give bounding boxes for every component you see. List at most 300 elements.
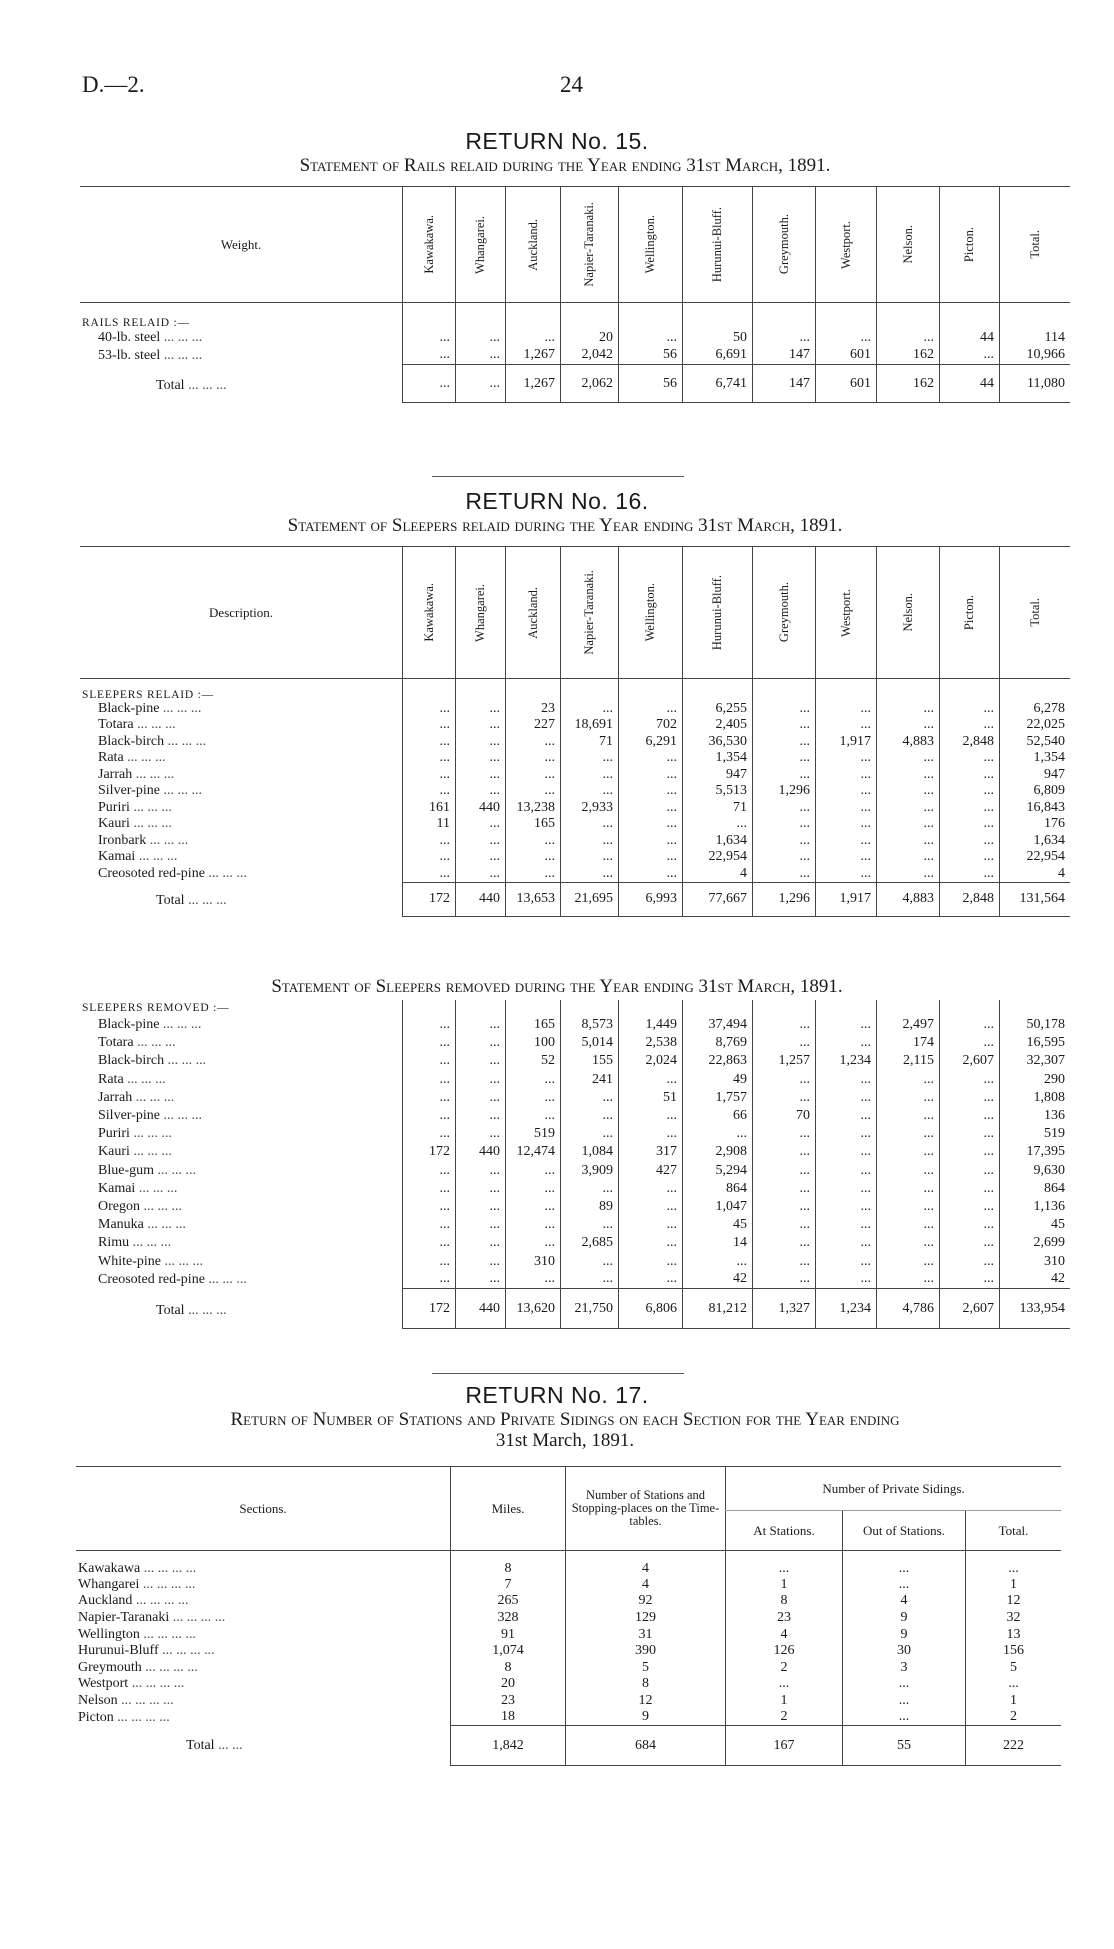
table-cell: ...	[753, 1089, 816, 1107]
table-cell: ...	[456, 365, 506, 403]
section-label: SLEEPERS REMOVED :—	[82, 1002, 230, 1014]
table-cell: ...	[940, 1071, 1000, 1089]
table-cell: ...	[877, 1271, 940, 1289]
col-header-label: Picton.	[962, 594, 976, 631]
dot-leaders: ... ... ...	[204, 1271, 247, 1287]
table-cell: ...	[940, 833, 1000, 850]
table-cell: ...	[966, 1551, 1062, 1577]
table-cell: ...	[940, 717, 1000, 734]
table-cell: 14	[683, 1234, 753, 1252]
dot-leaders: ... ... ...	[154, 1162, 196, 1178]
table-cell: 1,234	[816, 1052, 877, 1070]
empty-cell	[753, 679, 816, 701]
table-cell: ...	[619, 866, 683, 883]
table-cell: 165	[506, 816, 561, 833]
table-cell: ...	[506, 833, 561, 850]
stub-header: Description.	[80, 547, 403, 679]
table-cell: ...	[753, 1180, 816, 1198]
dot-leaders: ... ... ...	[132, 766, 175, 782]
page-number: 24	[560, 72, 583, 97]
table-cell: ...	[619, 1252, 683, 1270]
dot-leaders: ... ... ...	[159, 1017, 202, 1033]
empty-cell	[506, 679, 561, 701]
table-cell: ...	[403, 365, 456, 403]
table-cell: ...	[456, 767, 506, 784]
dot-leaders: ... ... ...	[164, 733, 207, 749]
table-cell: ...	[561, 1271, 619, 1289]
dot-leaders: ... ... ...	[129, 1235, 172, 1251]
row-label	[80, 347, 403, 365]
table-cell: ...	[816, 1071, 877, 1089]
dot-leaders: ... ... ...	[135, 849, 178, 865]
row-label-text: Creosoted red-pine	[98, 1271, 205, 1287]
dot-leaders: ... ... ...	[159, 1108, 202, 1124]
table-cell: ...	[843, 1676, 966, 1693]
row-label-text: Puriri	[98, 1126, 130, 1142]
table-cell: 1,327	[753, 1289, 816, 1329]
dot-leaders: ... ... ... ...	[158, 1643, 215, 1659]
table-cell: ...	[877, 329, 940, 347]
table-cell: 519	[1000, 1125, 1071, 1143]
col-header-at-stations: At Stations.	[726, 1511, 843, 1551]
row-label-text: Wellington	[78, 1626, 140, 1642]
row-label-text: Greymouth	[78, 1659, 142, 1675]
table-cell: ...	[816, 783, 877, 800]
table-cell: 222	[966, 1726, 1062, 1766]
table-cell: 22,025	[1000, 717, 1071, 734]
dot-leaders: ... ... ...	[184, 377, 227, 393]
dot-leaders: ... ... ...	[135, 1180, 178, 1196]
col-header	[816, 187, 877, 303]
table-cell: 7	[451, 1577, 566, 1594]
table-cell: 5,513	[683, 783, 753, 800]
dot-leaders: ... ... ...	[159, 783, 202, 799]
table-cell: 6,806	[619, 1289, 683, 1329]
table-cell: 13,620	[506, 1289, 561, 1329]
col-header	[877, 187, 940, 303]
row-label-text: Kamai	[98, 849, 136, 865]
table-cell: 2,699	[1000, 1234, 1071, 1252]
col-header-label: Wellington.	[643, 215, 657, 274]
col-header	[816, 547, 877, 679]
col-header	[940, 547, 1000, 679]
table-cell: 1,917	[816, 734, 877, 751]
table-cell: ...	[506, 1180, 561, 1198]
table-cell: 2	[726, 1709, 843, 1726]
table-cell: ...	[561, 866, 619, 883]
table-cell: ...	[843, 1709, 966, 1726]
dot-leaders: ... ... ...	[160, 1253, 203, 1269]
col-header-private-sidings: Number of Private Sidings.	[726, 1467, 1062, 1511]
table-cell: 1,084	[561, 1143, 619, 1161]
row-label-text: Manuka	[98, 1217, 144, 1233]
row-label	[76, 1643, 451, 1660]
table-cell: ...	[940, 1234, 1000, 1252]
col-header-total: Total.	[966, 1511, 1062, 1551]
table-cell: 50	[683, 329, 753, 347]
empty-cell	[619, 1000, 683, 1016]
table-cell: 440	[456, 882, 506, 916]
table-cell: 42	[1000, 1271, 1071, 1289]
row-label-text: Black-birch	[98, 1053, 165, 1069]
table-cell: 91	[451, 1626, 566, 1643]
section-label: SLEEPERS RELAID :—	[82, 688, 214, 701]
table-cell: ...	[940, 1143, 1000, 1161]
table-cell: ...	[877, 1252, 940, 1270]
col-header	[506, 187, 561, 303]
row-label-text: Rimu	[98, 1235, 130, 1251]
col-header-label: Whangarei.	[473, 215, 487, 274]
table-cell: ...	[506, 1089, 561, 1107]
col-header	[456, 547, 506, 679]
table-cell: 44	[940, 329, 1000, 347]
table-cell: ...	[940, 849, 1000, 866]
table-cell: ...	[403, 1016, 456, 1034]
dot-leaders: ... ... ...	[129, 816, 172, 832]
table-cell: 51	[619, 1089, 683, 1107]
row-label-text: White-pine	[98, 1253, 161, 1269]
table-cell: ...	[506, 1216, 561, 1234]
table-cell: 4,883	[877, 882, 940, 916]
table-cell: ...	[816, 750, 877, 767]
row-label-text: Silver-pine	[98, 1108, 160, 1124]
col-header-label: Hurunui-Bluff.	[710, 206, 724, 283]
row-label-text: Totara	[98, 717, 134, 733]
table-cell: 2,405	[683, 717, 753, 734]
empty-cell	[816, 679, 877, 701]
table-cell: ...	[816, 833, 877, 850]
table-cell: 36,530	[683, 734, 753, 751]
table-cell: ...	[403, 1198, 456, 1216]
table-cell: 1,296	[753, 882, 816, 916]
table-cell: ...	[506, 1234, 561, 1252]
table-cell: ...	[506, 1198, 561, 1216]
table-cell: 5,014	[561, 1034, 619, 1052]
row-label-text: Kamai	[98, 1180, 136, 1196]
table-cell: ...	[561, 1089, 619, 1107]
table-cell: 133,954	[1000, 1289, 1071, 1329]
dot-leaders: ... ... ...	[129, 1126, 172, 1142]
dot-leaders: ... ... ...	[132, 1089, 175, 1105]
table-cell: 176	[1000, 816, 1071, 833]
dot-leaders: ... ... ... ...	[169, 1609, 226, 1625]
table-cell: 42	[683, 1271, 753, 1289]
row-label-text: Total	[186, 1737, 215, 1753]
return16-removed-title: Statement of Sleepers removed during the Year ending 31st March, 1891.	[271, 976, 843, 997]
row-label	[80, 1089, 403, 1107]
table-cell: 8	[726, 1593, 843, 1610]
table-cell: ...	[940, 1034, 1000, 1052]
row-label-text: Kauri	[98, 1144, 130, 1160]
table-cell: 45	[1000, 1216, 1071, 1234]
empty-cell	[940, 679, 1000, 701]
table-cell: 440	[456, 1143, 506, 1161]
table-cell: 440	[456, 800, 506, 817]
table-cell: ...	[561, 750, 619, 767]
table-cell: 1,296	[753, 783, 816, 800]
col-header	[403, 547, 456, 679]
row-label	[76, 1593, 451, 1610]
table-cell: 1,634	[683, 833, 753, 850]
dot-leaders: ... ... ...	[140, 1198, 182, 1214]
empty-cell	[877, 1000, 940, 1016]
table-cell: 77,667	[683, 882, 753, 916]
table-cell: ...	[456, 1216, 506, 1234]
table-cell: 161	[403, 800, 456, 817]
table-cell: 44	[940, 365, 1000, 403]
table-cell: ...	[940, 1162, 1000, 1180]
table-cell: ...	[403, 1107, 456, 1125]
empty-cell	[506, 303, 561, 329]
table-cell: ...	[619, 849, 683, 866]
table-cell: ...	[816, 329, 877, 347]
row-label	[80, 1034, 403, 1052]
table-cell: ...	[456, 1071, 506, 1089]
table-cell: 4	[566, 1577, 726, 1594]
row-label	[80, 734, 403, 751]
row-label	[76, 1610, 451, 1627]
table-cell: 1,354	[683, 750, 753, 767]
row-label-text: Auckland	[78, 1593, 133, 1609]
col-header	[561, 547, 619, 679]
dot-leaders: ... ... ... ...	[140, 1560, 197, 1576]
row-label	[80, 1234, 403, 1252]
table-cell: 1,917	[816, 882, 877, 916]
table-cell: ...	[456, 833, 506, 850]
table-cell: 2,024	[619, 1052, 683, 1070]
table-cell: ...	[456, 783, 506, 800]
table-cell: ...	[403, 701, 456, 718]
table-cell: 440	[456, 1289, 506, 1329]
table-cell: 37,494	[683, 1016, 753, 1034]
table-cell: 11,080	[1000, 365, 1071, 403]
table-cell: ...	[506, 1162, 561, 1180]
table-cell: ...	[816, 866, 877, 883]
table-cell: ...	[877, 767, 940, 784]
table-cell: ...	[456, 1034, 506, 1052]
table-cell: ...	[403, 1089, 456, 1107]
row-label	[80, 767, 403, 784]
table-cell: 5	[566, 1659, 726, 1676]
table-cell: 4,883	[877, 734, 940, 751]
table-cell: 23	[726, 1610, 843, 1627]
col-header-label: Kawakawa.	[421, 583, 436, 642]
empty-cell	[1000, 1000, 1071, 1016]
table-cell: 100	[506, 1034, 561, 1052]
table-cell: ...	[561, 816, 619, 833]
table-cell: ...	[619, 329, 683, 347]
table-cell: 6,255	[683, 701, 753, 718]
table-cell: ...	[753, 1034, 816, 1052]
table-cell: ...	[403, 750, 456, 767]
dot-leaders: ... ... ...	[146, 832, 189, 848]
table-cell: ...	[619, 833, 683, 850]
table-cell: 89	[561, 1198, 619, 1216]
col-header-out-of-stations: Out of Stations.	[843, 1511, 966, 1551]
table-cell: ...	[877, 1143, 940, 1161]
table-cell: 390	[566, 1643, 726, 1660]
col-header	[753, 187, 816, 303]
table-cell: 18,691	[561, 717, 619, 734]
table-cell: 16,595	[1000, 1034, 1071, 1052]
table-cell: ...	[877, 717, 940, 734]
table-cell: 328	[451, 1610, 566, 1627]
table-cell: ...	[403, 1125, 456, 1143]
table-cell: 1,842	[451, 1726, 566, 1766]
table-cell: ...	[816, 1216, 877, 1234]
row-label	[80, 1271, 403, 1289]
total-label	[76, 1726, 451, 1766]
table-cell: ...	[456, 1162, 506, 1180]
table-cell: ...	[506, 1271, 561, 1289]
table-cell: ...	[753, 1198, 816, 1216]
table-cell: 5	[966, 1659, 1062, 1676]
table-cell: ...	[877, 866, 940, 883]
table-cell: ...	[877, 833, 940, 850]
table-cell: ...	[456, 734, 506, 751]
row-label-text: 40-lb. steel	[98, 329, 161, 345]
row-label	[80, 1252, 403, 1270]
row-label	[80, 833, 403, 850]
table-cell: ...	[877, 816, 940, 833]
table-cell: 4	[683, 866, 753, 883]
row-label-text: Creosoted red-pine	[98, 865, 205, 881]
row-label-text: Kawakawa	[78, 1560, 141, 1576]
table-cell: ...	[877, 1125, 940, 1143]
table-cell: ...	[456, 1271, 506, 1289]
col-header-miles: Miles.	[451, 1467, 566, 1551]
table-cell: 70	[753, 1107, 816, 1125]
table-cell: 1	[966, 1693, 1062, 1710]
table-cell: 172	[403, 1289, 456, 1329]
row-label-text: Picton	[78, 1709, 114, 1725]
table-cell: ...	[561, 1125, 619, 1143]
table-cell: ...	[561, 1252, 619, 1270]
dot-leaders: ... ... ...	[159, 700, 202, 716]
table-cell: 22,954	[1000, 849, 1071, 866]
row-label-text: Hurunui-Bluff	[78, 1643, 159, 1659]
table-cell: 519	[506, 1125, 561, 1143]
table-cell: 4	[843, 1593, 966, 1610]
table-cell: ...	[726, 1551, 843, 1577]
table-cell: 49	[683, 1071, 753, 1089]
dot-leaders: ... ... ... ...	[128, 1676, 185, 1692]
table-cell: ...	[966, 1676, 1062, 1693]
row-label-text: Napier-Taranaki	[78, 1609, 170, 1625]
table-cell: ...	[456, 750, 506, 767]
table-cell: ...	[506, 750, 561, 767]
table-cell: 114	[1000, 329, 1071, 347]
col-header-label: Hurunui-Bluff.	[710, 574, 724, 651]
table-cell: ...	[456, 1125, 506, 1143]
table-cell: 2	[726, 1659, 843, 1676]
col-header-label: Wellington.	[643, 583, 657, 642]
empty-cell	[561, 303, 619, 329]
table-cell: ...	[816, 800, 877, 817]
table-cell: ...	[940, 1125, 1000, 1143]
table-cell: ...	[940, 866, 1000, 883]
table-cell: ...	[753, 833, 816, 850]
table-cell: ...	[877, 1198, 940, 1216]
col-header	[877, 547, 940, 679]
return16-subtitle: Statement of Sleepers relaid during the Year ending 31st March, 1891.	[287, 515, 843, 536]
table-cell: 864	[683, 1180, 753, 1198]
table-cell: 52,540	[1000, 734, 1071, 751]
table-cell: ...	[683, 1125, 753, 1143]
table-cell: 126	[726, 1643, 843, 1660]
table-cell: 23	[506, 701, 561, 718]
table-cell: 71	[561, 734, 619, 751]
table-cell: 1,257	[753, 1052, 816, 1070]
table-cell: ...	[403, 1271, 456, 1289]
table-cell: ...	[816, 717, 877, 734]
return17-subtitle-line1: Return of Number of Stations and Private Sidings on each Section for the Year ending	[230, 1409, 900, 1430]
table-cell: 18	[451, 1709, 566, 1726]
table-cell: ...	[726, 1676, 843, 1693]
table-cell: 2,607	[940, 1052, 1000, 1070]
table-cell: 16,843	[1000, 800, 1071, 817]
table-cell: ...	[816, 1143, 877, 1161]
dot-leaders: ... ... ...	[204, 865, 247, 881]
col-header-label: Whangarei.	[473, 583, 487, 642]
table-cell: 8	[566, 1676, 726, 1693]
dot-leaders: ... ... ...	[184, 893, 227, 908]
row-label	[80, 866, 403, 883]
dot-leaders: ... ... ...	[123, 1071, 166, 1087]
table-cell: ...	[403, 1180, 456, 1198]
dot-leaders: ... ... ...	[129, 1144, 172, 1160]
table-cell: 131,564	[1000, 882, 1071, 916]
empty-cell	[619, 679, 683, 701]
empty-cell	[1000, 303, 1071, 329]
table-cell: ...	[619, 1234, 683, 1252]
col-header-label: Nelson.	[900, 593, 915, 632]
table-cell: 136	[1000, 1107, 1071, 1125]
table-cell: 8,769	[683, 1034, 753, 1052]
table-cell: ...	[940, 800, 1000, 817]
table-cell: 601	[816, 347, 877, 365]
table-cell: ...	[940, 1252, 1000, 1270]
table-cell: ...	[619, 1071, 683, 1089]
table-cell: ...	[940, 1216, 1000, 1234]
table-cell: ...	[456, 1016, 506, 1034]
empty-cell	[1000, 679, 1071, 701]
table-cell: 156	[966, 1643, 1062, 1660]
table-cell: 50,178	[1000, 1016, 1071, 1034]
table-cell: 71	[683, 800, 753, 817]
table-cell: ...	[403, 1234, 456, 1252]
row-label-text: Rata	[98, 750, 124, 766]
table-cell: 12	[566, 1693, 726, 1710]
table-cell: ...	[877, 1071, 940, 1089]
table-cell: ...	[456, 1089, 506, 1107]
empty-cell	[816, 303, 877, 329]
table-cell: ...	[816, 1180, 877, 1198]
table-cell: 81,212	[683, 1289, 753, 1329]
col-header-label: Kawakawa.	[421, 215, 436, 274]
row-label-text: Ironbark	[98, 832, 147, 848]
table-cell: ...	[877, 1089, 940, 1107]
table-cell: ...	[843, 1577, 966, 1594]
col-header-label: Greymouth.	[776, 214, 791, 275]
table-cell: ...	[753, 849, 816, 866]
row-label	[80, 1125, 403, 1143]
row-label	[76, 1676, 451, 1693]
dot-leaders: ... ... ...	[164, 1053, 207, 1069]
table-cell: ...	[753, 800, 816, 817]
table-cell: 6,291	[619, 734, 683, 751]
table-cell: ...	[940, 1016, 1000, 1034]
